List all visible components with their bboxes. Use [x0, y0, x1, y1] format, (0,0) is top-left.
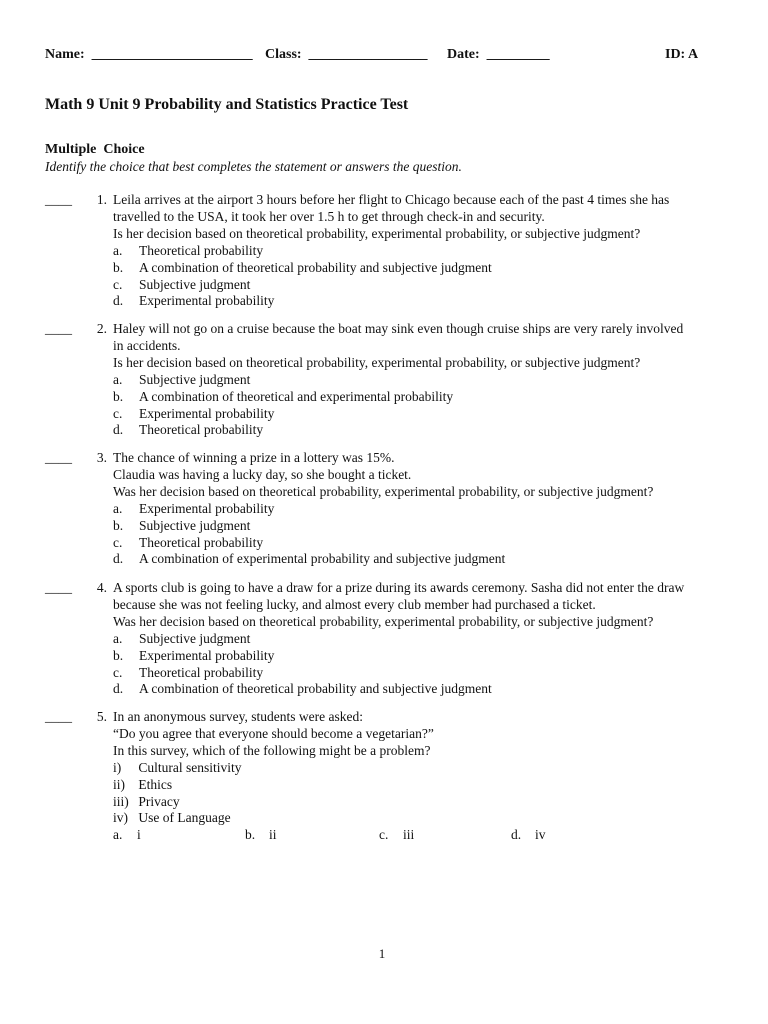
choice-letter: b.: [113, 647, 124, 663]
choice-b: [113, 518, 733, 535]
name-field: Name: _______________________: [45, 47, 253, 62]
question-body: [113, 580, 733, 698]
choice-text: Experimental probability: [139, 647, 275, 663]
list-item: [113, 810, 733, 827]
choice-a: [113, 631, 733, 648]
answer-blank: ____: [45, 321, 72, 336]
choice-text: Theoretical probability: [139, 664, 264, 680]
item-text: Cultural sensitivity: [138, 759, 242, 775]
choice-b: [245, 827, 277, 844]
choice-text: A combination of experimental probability and subjective judgment: [139, 551, 506, 567]
question-text-line: because she was not feeling lucky, and almost every club member had purchased a ticket.: [113, 596, 596, 612]
choice-letter: c.: [113, 405, 123, 421]
choice-letter: d.: [113, 681, 124, 697]
answer-blank: ____: [45, 709, 72, 724]
question-text-line: travelled to the USA, it took her over 1.5 h to get through check-in and security.: [113, 208, 545, 224]
choice-text: Subjective judgment: [139, 371, 251, 387]
test-id: ID: A: [665, 47, 699, 62]
choice-d: [511, 827, 546, 844]
choice-c: [113, 665, 733, 682]
choice-b: [113, 389, 733, 406]
choice-c: [113, 277, 733, 294]
choice-b: [113, 648, 733, 665]
choice-letter: a.: [113, 242, 123, 258]
choice-a: [113, 827, 141, 844]
choice-text: ii: [269, 827, 277, 843]
item-numeral: ii): [113, 776, 125, 792]
question-body: [113, 709, 733, 844]
choice-letter: a.: [113, 500, 123, 516]
choice-text: A combination of theoretical probability and subjective judgment: [139, 681, 492, 697]
choice-a: [113, 243, 733, 260]
choice-text: Experimental probability: [139, 405, 275, 421]
choice-letter: d.: [511, 827, 522, 843]
list-item: [113, 777, 733, 794]
choice-text: iv: [535, 827, 546, 843]
item-text: Ethics: [138, 776, 173, 792]
choice-letter: c.: [113, 664, 123, 680]
choice-letter: b.: [113, 388, 124, 404]
question-text-line: Is her decision based on theoretical probability, experimental probability, or subjective judgment?: [113, 354, 641, 370]
section-instructions: Identify the choice that best completes the statement or answers the question.: [45, 159, 462, 174]
question-text-line: Haley will not go on a cruise because the boat may sink even though cruise ships are very rarely involved: [113, 321, 684, 336]
choice-text: i: [137, 827, 141, 843]
item-text: Use of Language: [138, 810, 231, 826]
choice-letter: d.: [113, 422, 124, 438]
question-number: 4.: [96, 580, 107, 595]
question-text-line: Was her decision based on theoretical probability, experimental probability, or subjective judgment?: [113, 613, 654, 629]
page-number: 1: [378, 946, 386, 961]
choice-d: [113, 681, 733, 698]
question-number: 2.: [96, 321, 107, 336]
choice-letter: a.: [113, 827, 123, 843]
choice-text: Subjective judgment: [139, 630, 251, 646]
choice-letter: c.: [379, 827, 389, 843]
question-text-line: Leila arrives at the airport 3 hours before her flight to Chicago because each of the past 4 times she has: [113, 192, 670, 207]
choice-letter: b.: [245, 827, 256, 843]
choice-text: Theoretical probability: [139, 534, 264, 550]
answer-blank: ____: [45, 192, 72, 207]
choice-letter: d.: [113, 293, 124, 309]
choice-letter: b.: [113, 517, 124, 533]
date-field: Date: _________: [447, 47, 550, 62]
choice-text: Experimental probability: [139, 500, 275, 516]
choice-d: [113, 551, 733, 568]
answer-blank: ____: [45, 580, 72, 595]
choice-letter: c.: [113, 276, 123, 292]
choice-a: [113, 501, 733, 518]
question-text-line: Was her decision based on theoretical probability, experimental probability, or subjective judgment?: [113, 483, 654, 499]
choice-letter: d.: [113, 551, 124, 567]
choice-a: [113, 372, 733, 389]
choice-text: iii: [403, 827, 415, 843]
choice-letter: a.: [113, 630, 123, 646]
answer-blank: ____: [45, 450, 72, 465]
question-number: 1.: [96, 192, 107, 207]
list-item: [113, 760, 733, 777]
question-text-line: in accidents.: [113, 337, 181, 353]
question-number: 3.: [96, 450, 107, 465]
choice-text: Experimental probability: [139, 293, 275, 309]
list-item: [113, 794, 733, 811]
item-text: Privacy: [138, 793, 180, 809]
choice-c: [113, 406, 733, 423]
question-text-line: The chance of winning a prize in a lottery was 15%.: [113, 450, 395, 465]
student-info-header: [45, 47, 725, 67]
choice-d: [113, 422, 733, 439]
choice-text: Theoretical probability: [139, 242, 264, 258]
choice-text: Subjective judgment: [139, 517, 251, 533]
question-body: [113, 450, 733, 568]
choice-letter: c.: [113, 534, 123, 550]
question-text-line: Claudia was having a lucky day, so she bought a ticket.: [113, 466, 412, 482]
choice-c: [379, 827, 414, 844]
choice-b: [113, 260, 733, 277]
section-title: Multiple Choice: [45, 142, 145, 157]
item-numeral: i): [113, 759, 122, 775]
item-numeral: iii): [113, 793, 129, 809]
inline-choices: [113, 827, 733, 844]
class-field: Class: _________________: [265, 47, 428, 62]
choice-text: Subjective judgment: [139, 276, 251, 292]
choice-letter: a.: [113, 371, 123, 387]
question-text-line: “Do you agree that everyone should become a vegetarian?”: [113, 725, 434, 741]
question-text-line: Is her decision based on theoretical probability, experimental probability, or subjective judgment?: [113, 225, 641, 241]
question-text-line: In an anonymous survey, students were asked:: [113, 709, 363, 724]
choice-text: Theoretical probability: [139, 422, 264, 438]
page-title: Math 9 Unit 9 Probability and Statistics Practice Test: [45, 96, 409, 113]
question-number: 5.: [96, 709, 107, 724]
choice-letter: b.: [113, 259, 124, 275]
choice-text: A combination of theoretical and experimental probability: [139, 388, 454, 404]
choice-d: [113, 293, 733, 310]
item-numeral: iv): [113, 810, 128, 826]
question-text-line: A sports club is going to have a draw for a prize during its awards ceremony. Sasha did not enter the draw: [113, 580, 685, 595]
question-text-line: In this survey, which of the following might be a problem?: [113, 742, 431, 758]
question-body: [113, 192, 733, 310]
choice-text: A combination of theoretical probability and subjective judgment: [139, 259, 492, 275]
question-body: [113, 321, 733, 439]
choice-c: [113, 535, 733, 552]
